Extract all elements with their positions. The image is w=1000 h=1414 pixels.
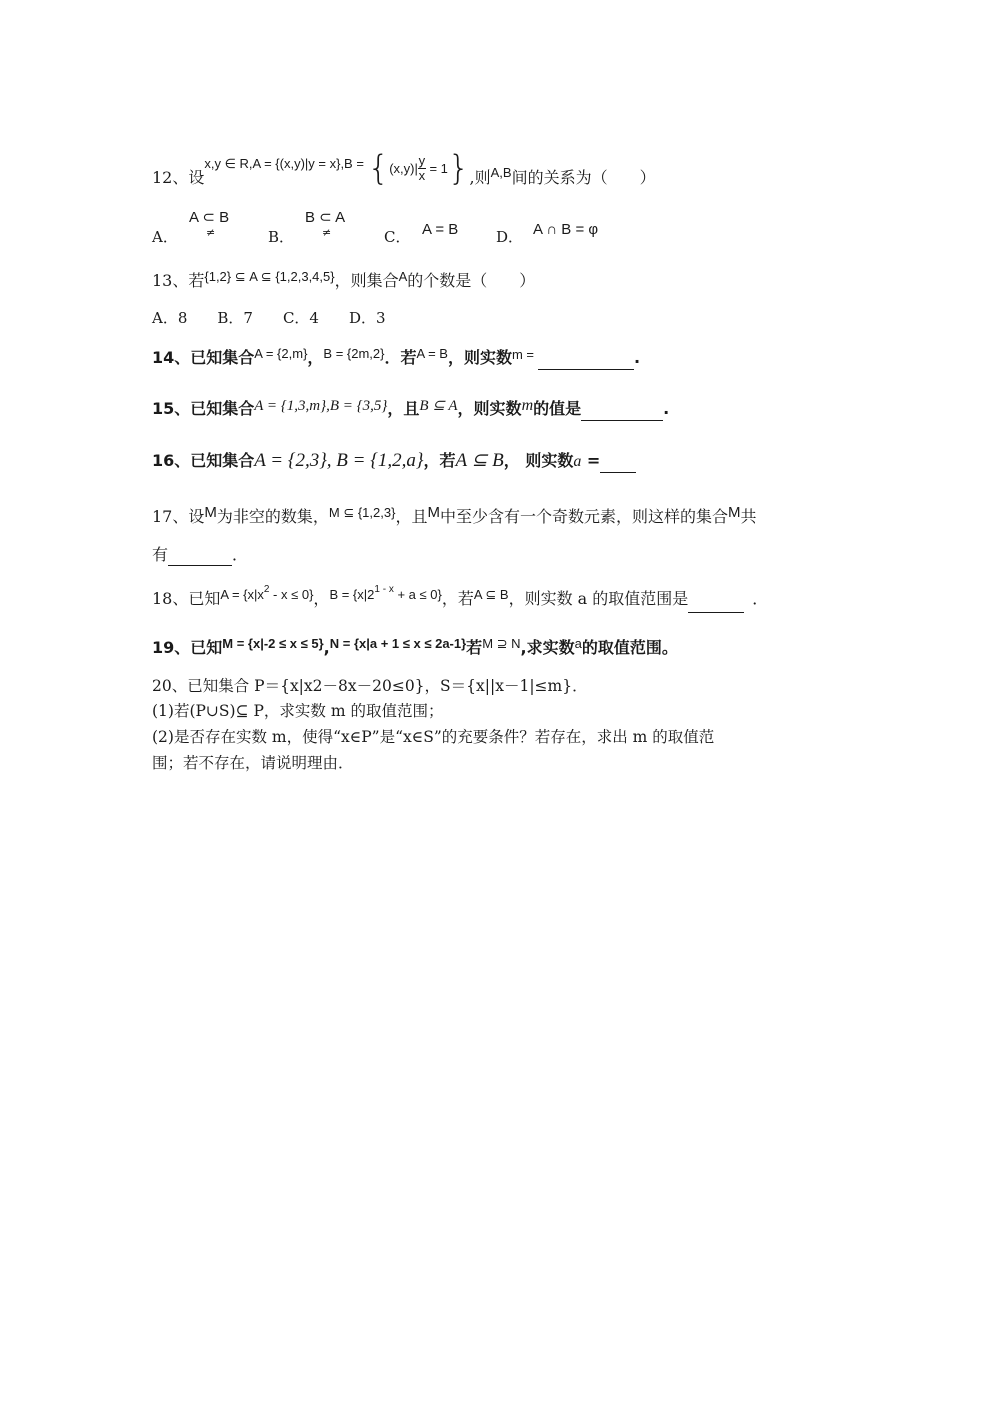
question-15	[152, 398, 669, 421]
q12-number: 12、设	[152, 168, 205, 187]
q15-math-subset: B ⊆ A	[419, 398, 458, 414]
q15-math-m: m	[521, 397, 534, 414]
q19-text1: 若	[466, 638, 483, 657]
q19-number: 19、已知	[152, 638, 223, 657]
q16-math-subset: A ⊆ B	[455, 450, 504, 471]
q13-math-condition: {1,2} ⊆ A ⊆ {1,2,3,4,5}	[204, 269, 335, 284]
q19-math-n: N = {x|a + 1 ≤ x ≤ 2a-1}	[329, 636, 467, 651]
q12-brace-right: }	[447, 148, 470, 189]
q17-number: 17、设	[152, 507, 205, 526]
q12-option-b-math: B ⊂ A	[305, 209, 346, 226]
q12-frac-num: y	[418, 153, 426, 168]
q18-math-b	[329, 584, 442, 602]
q18-math-subset: A ⊆ B	[473, 587, 509, 602]
q19-math-supset: M ⊇ N	[482, 636, 521, 651]
q17-text2: ，且	[395, 507, 428, 526]
q12-option-c-label: C．	[384, 228, 411, 246]
q14-math-a: A = {2,m}	[254, 346, 308, 361]
q18-end: ．	[752, 589, 769, 608]
q13-math-a: A	[398, 269, 408, 284]
q18-sep: ，	[313, 589, 330, 608]
q13-options: A．8 B．7 C．4 D．3	[152, 309, 386, 327]
q13-text2: 的个数是（ ）	[407, 271, 536, 290]
q14-sep: ，	[307, 348, 324, 367]
q13-number: 13、若	[152, 271, 205, 290]
q17-text3: 中至少含有一个奇数元素，则这样的集合	[439, 507, 728, 526]
question-17	[152, 506, 756, 529]
question-18	[152, 584, 769, 613]
q12-set-a-math: x,y ∈ R,A = {(x,y)|y = x},B =	[204, 156, 368, 171]
q16-text1: ，若	[423, 451, 456, 470]
q13-text1: ，则集合	[334, 271, 399, 290]
q12-text-then: ,则	[469, 168, 491, 187]
q15-math-sets: A = {1,3,m},B = {3,5}	[254, 398, 388, 414]
q14-text2: ，则实数	[447, 348, 512, 367]
q18-text1: ，若	[441, 589, 474, 608]
question-20-line3: (2)是否存在实数 m，使得“x∈P”是“x∈S”的充要条件？若存在，求出 m 的取值范	[152, 728, 715, 746]
q16-math-sets: A = {2,3}, B = {1,2,a}	[254, 450, 424, 471]
q12-option-a-neq: ≠	[206, 226, 216, 239]
q12-option-d-math: A ∩ B = φ	[533, 221, 599, 238]
question-13	[152, 270, 535, 293]
q15-end: .	[663, 399, 670, 418]
q18-math-b-part1: B = {x|2	[329, 587, 375, 602]
q14-math-b: B = {2m,2}	[323, 346, 385, 361]
q16-math-a: a	[573, 453, 582, 470]
q19-sep: ,	[323, 638, 330, 657]
q17-math-m1: M	[204, 504, 217, 521]
q12-math-ab: A,B	[490, 165, 512, 180]
q19-math-a: a	[574, 636, 582, 651]
q18-number: 18、已知	[152, 589, 221, 608]
q18-math-a	[220, 584, 314, 602]
q16-text3: =	[581, 451, 601, 470]
q15-text2: ，则实数	[457, 399, 522, 418]
q18-math-b-sup: 1 - x	[374, 584, 394, 595]
q12-option-a-math: A ⊂ B	[189, 209, 230, 226]
q12-option-c-math: A = B	[422, 221, 459, 238]
q15-text3: 的值是	[533, 399, 582, 418]
q14-math-m: m =	[511, 347, 535, 362]
q18-math-a-sup: 2	[263, 584, 270, 595]
q17-answer-blank	[168, 549, 232, 566]
q19-text3: 的取值范围。	[581, 638, 678, 657]
q12-option-d-label: D．	[496, 228, 524, 246]
q14-number: 14、已知集合	[152, 348, 255, 367]
q19-math-m: M = {x|-2 ≤ x ≤ 5}	[222, 636, 324, 651]
q15-number: 15、已知集合	[152, 399, 255, 418]
q14-end: .	[634, 348, 641, 367]
q15-answer-blank	[581, 404, 663, 421]
q17-math-subset: M ⊆ {1,2,3}	[328, 505, 396, 520]
q18-text2: ，则实数 a 的取值范围是	[508, 589, 689, 608]
q17-math-m2: M	[427, 504, 440, 521]
q14-text1: ．若	[384, 348, 417, 367]
question-16	[152, 450, 636, 473]
question-20-line2: (1)若(P∪S)⊆ P，求实数 m 的取值范围；	[152, 702, 444, 720]
question-12	[152, 148, 656, 189]
question-17-line2	[152, 544, 248, 566]
q17-text1: 为非空的数集，	[216, 507, 329, 526]
q17-end: ．	[232, 545, 249, 564]
q12-brace-left: {	[367, 148, 390, 189]
q12-option-b-label: B．	[268, 228, 295, 246]
q17-text4: 共	[740, 507, 757, 526]
question-19	[152, 637, 678, 660]
q14-math-eq: A = B	[416, 346, 448, 361]
q17-line2-text: 有	[152, 545, 169, 564]
q12-fraction	[418, 154, 426, 183]
q18-math-a-part1: A = {x|x	[220, 587, 264, 602]
q18-answer-blank	[688, 596, 744, 613]
q12-set-b-right: = 1	[425, 161, 448, 176]
q16-number: 16、已知集合	[152, 451, 255, 470]
q15-text1: ，且	[387, 399, 420, 418]
question-20-line1: 20、已知集合 P＝{x|x2－8x－20≤0}，S＝{x||x－1|≤m}．	[152, 677, 588, 695]
q12-set-b-left: (x,y)|	[389, 161, 418, 176]
question-14	[152, 347, 640, 370]
q12-option-a-label: A．	[152, 228, 178, 246]
q12-option-b-neq: ≠	[322, 226, 332, 239]
question-20-line4: 围；若不存在，请说明理由．	[152, 754, 354, 772]
q18-math-b-part2: + a ≤ 0}	[393, 587, 442, 602]
q18-math-a-part2: - x ≤ 0}	[269, 587, 314, 602]
q14-answer-blank	[538, 353, 634, 370]
q19-text2: ,求实数	[520, 638, 575, 657]
q17-math-m3: M	[727, 504, 741, 521]
q16-text2: ， 则实数	[503, 451, 574, 470]
q12-text-relation: 间的关系为（ ）	[511, 168, 656, 187]
q12-frac-den: x	[418, 168, 426, 183]
q16-answer-blank	[600, 456, 636, 473]
